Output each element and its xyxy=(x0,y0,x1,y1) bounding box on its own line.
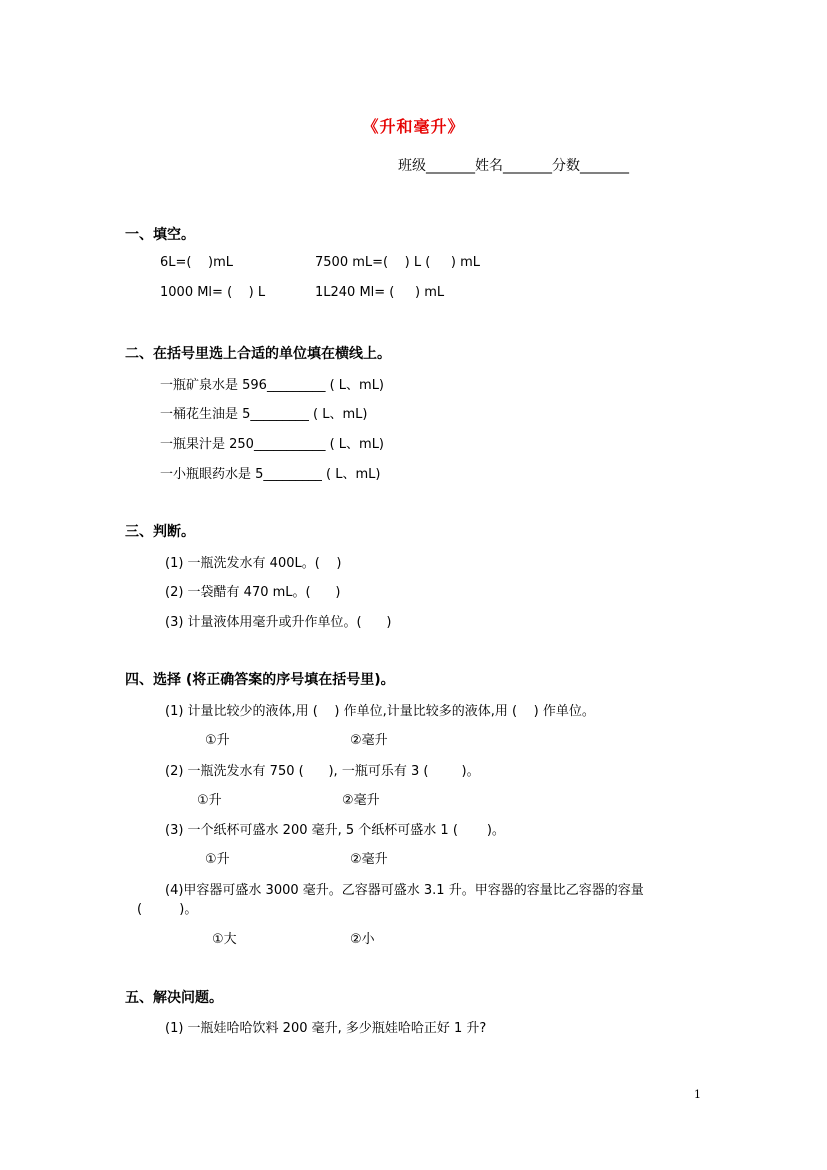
unit-choice-item: 一瓶矿泉水是 596_________ ( L、mL) xyxy=(160,378,385,393)
section-3-heading: 三、判断。 xyxy=(125,524,195,540)
judgment-item: (3) 计量液体用毫升或升作单位。( ) xyxy=(165,615,392,630)
judgment-item: (2) 一袋醋有 470 mL。( ) xyxy=(165,585,341,600)
choice-question: (4)甲容器可盛水 3000 毫升。乙容器可盛水 3.1 升。甲容器的容量比乙容器的容量 xyxy=(165,883,644,898)
unit-choice-item: 一小瓶眼药水是 5_________ ( L、mL) xyxy=(160,467,381,482)
judgment-item: (1) 一瓶洗发水有 400L。( ) xyxy=(165,556,342,571)
choice-option: ②毫升 xyxy=(350,852,388,867)
student-info-line: 班级_______姓名_______分数_______ xyxy=(398,158,629,174)
page-title: 《升和毫升》 xyxy=(362,117,465,136)
choice-question: (3) 一个纸杯可盛水 200 毫升, 5 个纸杯可盛水 1 ( )。 xyxy=(165,823,505,838)
page-number: 1 xyxy=(694,1088,701,1101)
unit-choice-item: 一瓶果汁是 250___________ ( L、mL) xyxy=(160,437,385,452)
choice-option: ②小 xyxy=(350,932,375,947)
section-1-heading: 一、填空。 xyxy=(125,227,195,243)
section-4-heading: 四、选择 (将正确答案的序号填在括号里)。 xyxy=(125,672,395,688)
choice-option: ①升 xyxy=(205,733,230,748)
unit-choice-item: 一桶花生油是 5_________ ( L、mL) xyxy=(160,407,368,422)
choice-option: ①大 xyxy=(212,932,237,947)
word-problem: (1) 一瓶娃哈哈饮料 200 毫升, 多少瓶娃哈哈正好 1 升? xyxy=(165,1021,487,1036)
section-5-heading: 五、解决问题。 xyxy=(125,990,223,1006)
fill-blank-item: 6L=( )mL xyxy=(160,255,233,270)
fill-blank-item: 1000 Ml= ( ) L xyxy=(160,285,266,300)
fill-blank-item: 1L240 Ml= ( ) mL xyxy=(315,285,445,300)
choice-option: ①升 xyxy=(205,852,230,867)
choice-option: ②毫升 xyxy=(342,793,380,808)
section-2-heading: 二、在括号里选上合适的单位填在横线上。 xyxy=(125,346,391,362)
fill-blank-item: 7500 mL=( ) L ( ) mL xyxy=(315,255,481,270)
choice-option: ①升 xyxy=(197,793,222,808)
choice-question: (2) 一瓶洗发水有 750 ( ), 一瓶可乐有 3 ( )。 xyxy=(165,764,480,779)
choice-option: ②毫升 xyxy=(350,733,388,748)
choice-question: (1) 计量比较少的液体,用 ( ) 作单位,计量比较多的液体,用 ( ) 作单位。 xyxy=(165,704,595,719)
choice-question-continuation: ( )。 xyxy=(137,902,198,917)
